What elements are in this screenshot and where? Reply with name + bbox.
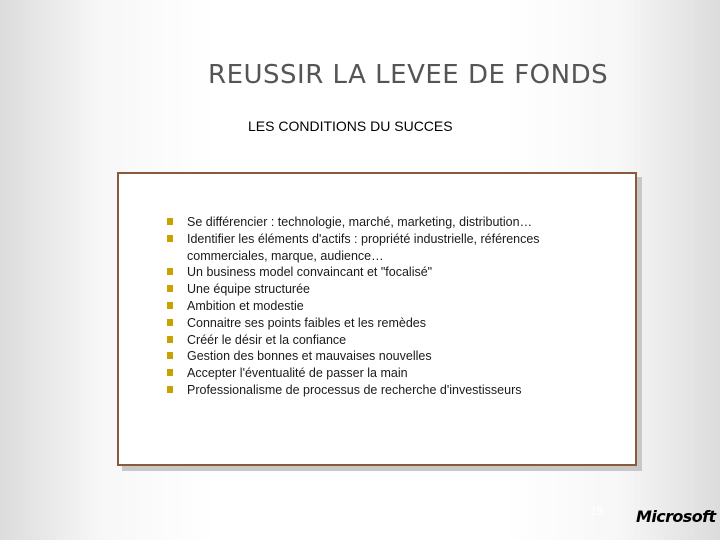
- bullet-text: Créér le désir et la confiance: [187, 332, 347, 347]
- square-bullet-icon: [167, 319, 173, 326]
- bullet-item: [163, 264, 623, 281]
- bullet-text: Professionalisme de processus de recherche d'investisseurs: [187, 382, 522, 397]
- square-bullet-icon: [167, 302, 173, 309]
- square-bullet-icon: [167, 369, 173, 376]
- microsoft-logo: Microsoft: [636, 507, 716, 526]
- bullet-text: Gestion des bonnes et mauvaises nouvelles: [187, 349, 432, 364]
- bullet-text: Accepter l'éventualité de passer la main: [187, 366, 408, 381]
- square-bullet-icon: [167, 268, 173, 275]
- bullet-item: [163, 281, 623, 298]
- bullet-item: [163, 332, 623, 349]
- square-bullet-icon: [167, 218, 173, 225]
- square-bullet-icon: [167, 235, 173, 242]
- bullet-item: [163, 315, 623, 332]
- page-number: 19: [590, 504, 604, 518]
- bullet-text: Un business model convaincant et "focalisé": [187, 265, 433, 280]
- bullet-text: Identifier les éléments d'actifs : propriété industrielle, références commerciales, marque, audience…: [187, 231, 540, 263]
- bullet-item: [163, 348, 623, 365]
- bullet-item: [163, 298, 623, 315]
- bullet-item: [163, 231, 623, 265]
- bullet-text: Une équipe structurée: [187, 282, 310, 297]
- square-bullet-icon: [167, 386, 173, 393]
- bullet-item: [163, 382, 623, 399]
- bullet-text: Connaitre ses points faibles et les remèdes: [187, 315, 427, 330]
- square-bullet-icon: [167, 352, 173, 359]
- square-bullet-icon: [167, 336, 173, 343]
- bullet-text: Se différencier : technologie, marché, marketing, distribution…: [187, 215, 533, 229]
- slide-subtitle: LES CONDITIONS DU SUCCES: [248, 118, 453, 134]
- bullet-text: Ambition et modestie: [187, 298, 304, 313]
- bullet-item: [163, 365, 623, 382]
- slide-title: REUSSIR LA LEVEE DE FONDS: [208, 60, 609, 90]
- bullet-list: [163, 214, 623, 399]
- bullet-item: [163, 214, 623, 231]
- content-box: [117, 172, 637, 466]
- square-bullet-icon: [167, 285, 173, 292]
